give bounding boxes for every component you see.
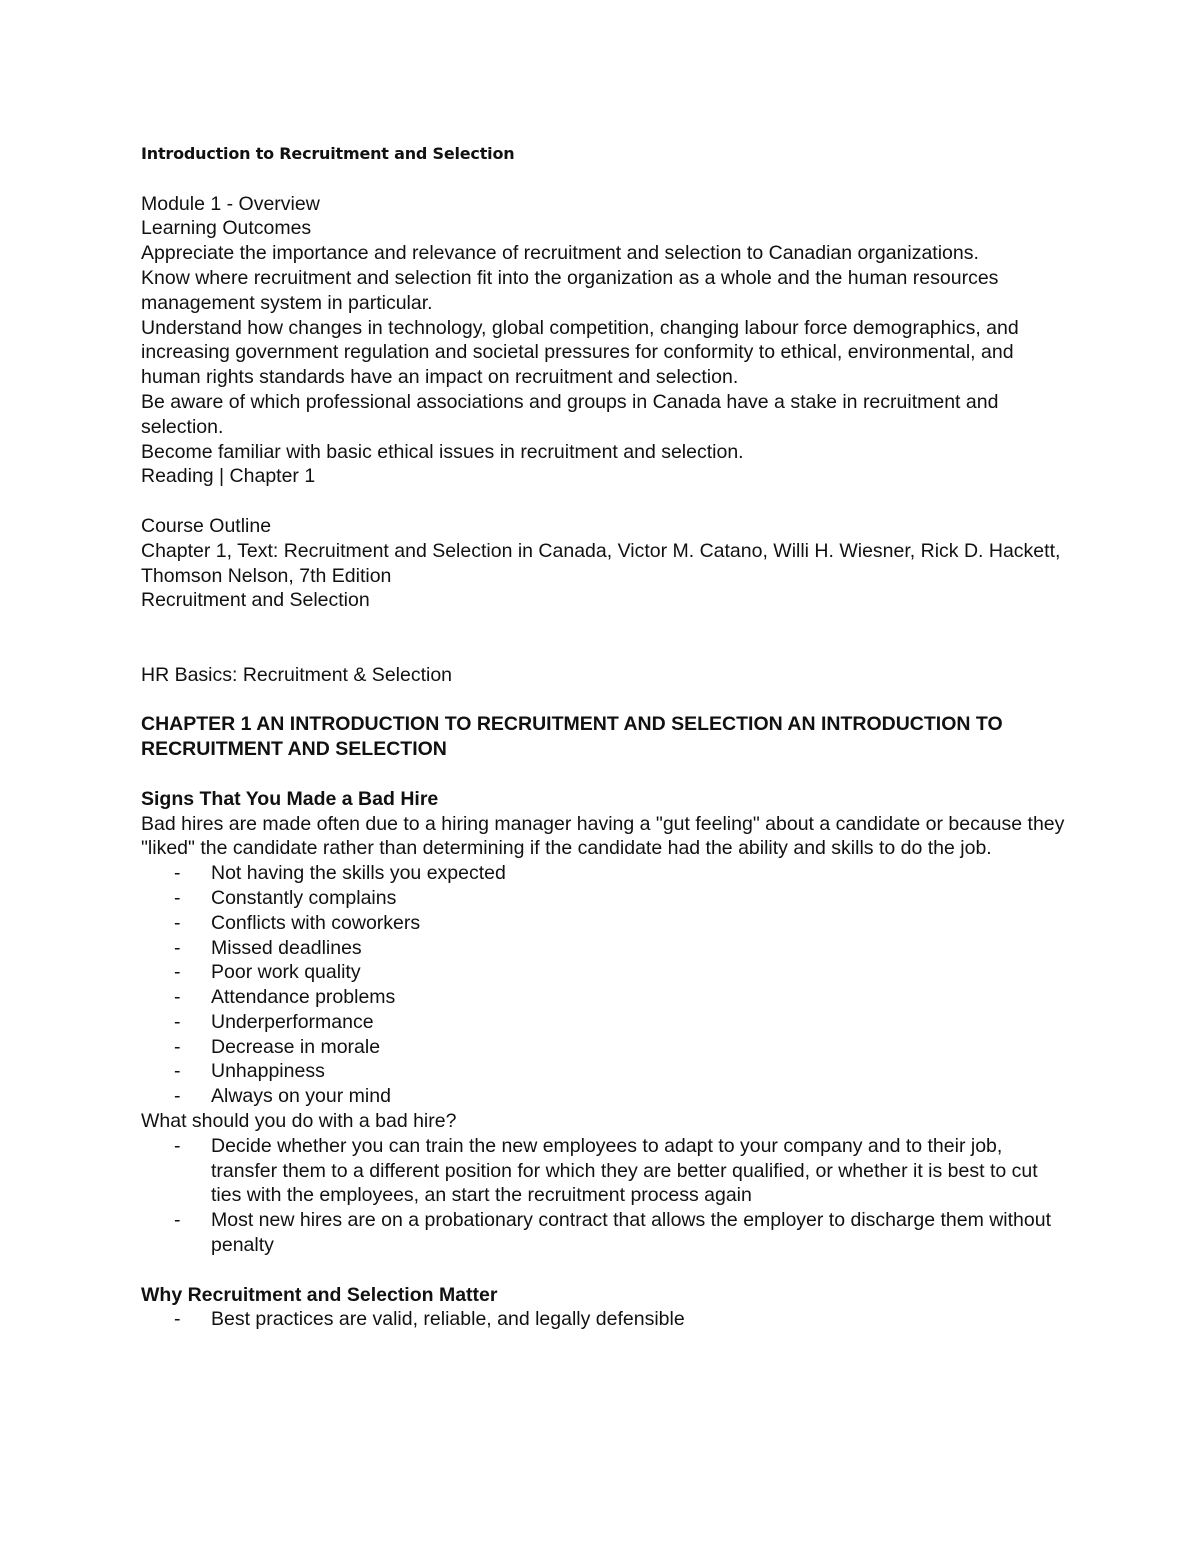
learning-outcome: Understand how changes in technology, global competition, changing labour force demographics, and increasing government regulation and societal pressures for conformity to ethical, environmental, and human rights standards have an impact on recruitment and selection. <box>141 316 1019 389</box>
dash-bullet: - <box>174 961 181 984</box>
list-item-text: Not having the skills you expected <box>211 862 506 885</box>
dash-bullet: - <box>174 1085 181 1108</box>
list-item <box>141 1010 1071 1035</box>
dash-bullet: - <box>174 1060 181 1083</box>
list-item <box>141 985 1071 1010</box>
learning-outcomes-heading: Learning Outcomes <box>141 217 312 240</box>
module-label: Module 1 - Overview <box>141 192 320 215</box>
list-item <box>141 861 1071 886</box>
text-reference: Chapter 1, Text: Recruitment and Selection in Canada, Victor M. Catano, Willi H. Wiesner, Rick D. Hackett, Thomson Nelson, 7th Edition <box>141 539 1061 587</box>
learning-outcome: Appreciate the importance and relevance of recruitment and selection to Canadian organizations. <box>141 242 979 265</box>
list-item-text: Decrease in morale <box>211 1035 381 1058</box>
spacer <box>141 1258 1071 1283</box>
course-outline-heading: Course Outline <box>141 514 272 537</box>
dash-bullet: - <box>174 1010 181 1033</box>
why-matter-list <box>141 1307 1071 1332</box>
learning-outcome: Become familiar with basic ethical issues in recruitment and selection. <box>141 440 744 463</box>
list-item-text: Unhappiness <box>211 1060 325 1083</box>
document-page <box>141 142 1071 1332</box>
dash-bullet: - <box>174 886 181 909</box>
dash-bullet: - <box>174 986 181 1009</box>
course-subject: Recruitment and Selection <box>141 589 370 612</box>
document-title: Introduction to Recruitment and Selection <box>141 144 515 163</box>
list-item-text: Missed deadlines <box>211 936 362 959</box>
list-item-text: Poor work quality <box>211 961 361 984</box>
list-item <box>141 1035 1071 1060</box>
reading-reference: Reading | Chapter 1 <box>141 465 316 488</box>
spacer <box>141 762 1071 787</box>
bad-hire-actions-list <box>141 1134 1071 1258</box>
chapter-heading: CHAPTER 1 AN INTRODUCTION TO RECRUITMENT AND SELECTION AN INTRODUCTION TO RECRUITMENT AND SELECTION <box>141 713 1003 761</box>
list-item-text: Always on your mind <box>211 1085 391 1108</box>
list-item <box>141 1307 1071 1332</box>
bad-hire-intro: Bad hires are made often due to a hiring manager having a "gut feeling" about a candidate or because they "liked" the candidate rather than determining if the candidate had the ability and skills to do the job. <box>141 812 1065 860</box>
hr-basics-label: HR Basics: Recruitment & Selection <box>141 663 453 686</box>
spacer <box>141 489 1071 514</box>
list-item <box>141 911 1071 936</box>
list-item-text: Constantly complains <box>211 886 397 909</box>
learning-outcome: Know where recruitment and selection fit into the organization as a whole and the human resources management system in particular. <box>141 266 999 314</box>
dash-bullet: - <box>174 911 181 934</box>
dash-bullet: - <box>174 862 181 885</box>
list-item <box>141 960 1071 985</box>
list-item-text: Most new hires are on a probationary contract that allows the employer to discharge them without penalty <box>211 1209 1052 1257</box>
list-item-text: Best practices are valid, reliable, and legally defensible <box>211 1308 685 1331</box>
bad-hire-signs-list <box>141 861 1071 1109</box>
spacer <box>141 688 1071 713</box>
list-item-text: Decide whether you can train the new employees to adapt to your company and to their job, transfer them to a different position for which they are better qualified, or whether it is best to cut ties with the employees, an start the recruitment process again <box>211 1134 1038 1207</box>
list-item-text: Attendance problems <box>211 986 396 1009</box>
list-item <box>141 1134 1071 1208</box>
learning-outcome: Be aware of which professional associations and groups in Canada have a stake in recruitment and selection. <box>141 390 999 438</box>
dash-bullet: - <box>174 936 181 959</box>
list-item <box>141 936 1071 961</box>
spacer <box>141 167 1071 192</box>
list-item <box>141 1084 1071 1109</box>
bad-hire-heading: Signs That You Made a Bad Hire <box>141 787 439 810</box>
dash-bullet: - <box>174 1035 181 1058</box>
spacer <box>141 613 1071 663</box>
why-matter-heading: Why Recruitment and Selection Matter <box>141 1283 498 1306</box>
dash-bullet: - <box>174 1308 181 1331</box>
list-item-text: Conflicts with coworkers <box>211 911 421 934</box>
list-item <box>141 1208 1071 1258</box>
bad-hire-question: What should you do with a bad hire? <box>141 1110 457 1133</box>
dash-bullet: - <box>174 1209 181 1232</box>
list-item-text: Underperformance <box>211 1010 374 1033</box>
list-item <box>141 1059 1071 1084</box>
dash-bullet: - <box>174 1134 181 1157</box>
list-item <box>141 886 1071 911</box>
